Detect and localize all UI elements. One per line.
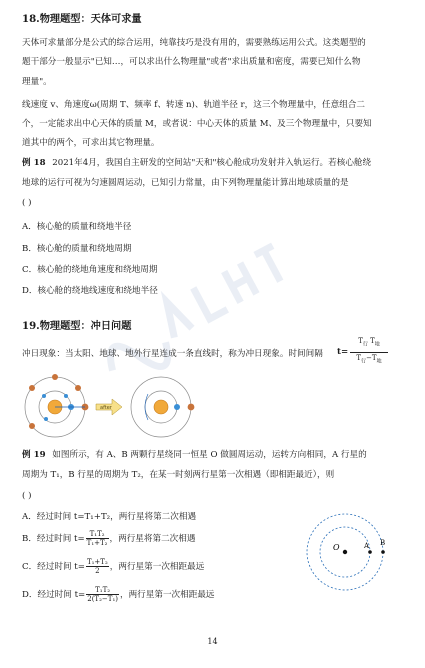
page-number: 14 xyxy=(207,637,218,646)
paragraph-line: 理量"。 xyxy=(22,77,52,87)
label-o: O xyxy=(333,543,340,552)
option-c-prefix: C．经过时间 t= xyxy=(22,562,85,572)
section-19-heading: 19.物理题型：冲日问题 xyxy=(22,320,132,332)
option-d-prefix: D．经过时间 t= xyxy=(22,590,86,600)
arrow-label: after xyxy=(100,405,112,411)
option-b-suffix: ，两行星将第二次相遇 xyxy=(109,534,196,544)
option-d: D．核心舱的绕地线速度和绕地半径 xyxy=(22,286,158,296)
orbit-system-after xyxy=(131,377,194,437)
orbit-system-before xyxy=(25,374,88,437)
planet-b-dot xyxy=(381,550,385,554)
star-o-dot xyxy=(343,550,347,554)
formula-den-sub-b: 地 xyxy=(376,358,382,365)
fraction-numerator: T₁+T₂ xyxy=(86,558,108,566)
option-a: A．经过时间 t=T₁+T₂，两行星将第二次相遇 xyxy=(22,512,197,522)
formula-num-t: T xyxy=(358,337,363,345)
planet-a-dot xyxy=(368,550,372,554)
paragraph-line: 线速度 v、角速度ω(周期 T、频率 f、转速 n)、轨道半径 r，这三个物理量中，任意组合二 xyxy=(22,100,365,110)
example-19-text: 如图所示，有 A、B 两颗行星绕同一恒星 O 做圆周运动，运转方向相同，A 行星的 xyxy=(52,450,367,460)
option-c-fraction xyxy=(86,558,109,575)
formula-numerator xyxy=(350,337,388,348)
option-a: A．核心舱的质量和绕地半径 xyxy=(22,222,132,232)
formula-num-sub-b: 地 xyxy=(374,341,380,348)
option-b-prefix: B．经过时间 t= xyxy=(22,534,85,544)
opposition-intro: 冲日现象：当太阳、地球、地外行星连成一条直线时，称为冲日现象。时间间隔 xyxy=(22,349,323,359)
option-c-suffix: ，两行星第一次相距最远 xyxy=(109,562,205,572)
paragraph-line: 个，一定能求出中心天体的质量 M，或者说：中心天体的质量 M、及三个物理量中，只要知 xyxy=(22,119,372,129)
option-d xyxy=(22,586,215,603)
formula-num-sub-a: 行 xyxy=(362,341,368,348)
fraction-numerator: T₁T₂ xyxy=(86,586,119,595)
formula-denominator xyxy=(350,354,388,365)
fraction-denominator: 2 xyxy=(95,567,100,575)
option-b-fraction xyxy=(86,530,109,547)
transition-arrow-icon xyxy=(96,399,122,415)
example-19-paren: ( ) xyxy=(22,491,32,501)
fraction-denominator: 2(T₂−T₁) xyxy=(87,595,118,603)
section-18-heading: 18.物理题型：天体可求量 xyxy=(22,13,142,25)
paragraph-line: 天体可求量部分是公式的综合运用，纯靠技巧是没有用的，需要熟练运用公式。这类题型的 xyxy=(22,38,366,48)
option-d-fraction xyxy=(86,586,119,603)
fraction-denominator: T₁+T₂ xyxy=(86,539,108,547)
example-18-line-2: 地球的运行可视为匀速圆周运动，已知引力常量，由下列物理量能计算出地球质量的是 xyxy=(22,178,349,188)
example-19-line-2: 周期为 T₁，B 行星的周期为 T₂，在某一时刻两行星第一次相遇（即相距最近），则 xyxy=(22,470,335,480)
example-18-line-1 xyxy=(22,158,371,169)
paragraph-line: 题干部分一般显示"已知…，可以求出什么物理量"或者"求出质量和密度，需要已知什么物 xyxy=(22,57,361,67)
orbit-figure xyxy=(302,512,388,592)
sun-icon xyxy=(154,400,168,414)
example-18-label: 例 18 xyxy=(22,158,46,168)
label-b: B xyxy=(380,539,386,547)
option-c xyxy=(22,558,204,575)
example-19-label: 例 19 xyxy=(22,450,46,460)
formula-den-t: T xyxy=(356,354,362,362)
example-18-text: 2021年4月，我国自主研发的空间站"天和"核心舱成功发射并入轨运行。若核心舱绕 xyxy=(52,158,372,168)
opposition-diagram xyxy=(18,374,198,440)
option-c: C．核心舱的绕地角速度和绕地周期 xyxy=(22,265,158,275)
planet-icon xyxy=(188,404,195,411)
fraction-numerator: T₁T₂ xyxy=(86,530,109,539)
formula-bar xyxy=(350,352,388,353)
label-a: A xyxy=(364,542,370,550)
formula-den-op: −T xyxy=(366,354,377,362)
example-18-paren: ( ) xyxy=(22,198,32,208)
formula-den-sub-a: 行 xyxy=(361,358,367,365)
option-b: B．核心舱的质量和绕地周期 xyxy=(22,244,132,254)
earth-icon xyxy=(174,404,180,410)
paragraph-line: 道其中的两个，可求出其它物理量。 xyxy=(22,138,160,148)
opposition-formula xyxy=(337,335,407,373)
option-b xyxy=(22,530,195,547)
formula-lhs: t= xyxy=(337,347,349,357)
option-d-suffix: ，两行星第一次相距最远 xyxy=(119,590,215,600)
formula-num-t2: T xyxy=(370,337,375,345)
example-19-line-1 xyxy=(22,450,367,461)
